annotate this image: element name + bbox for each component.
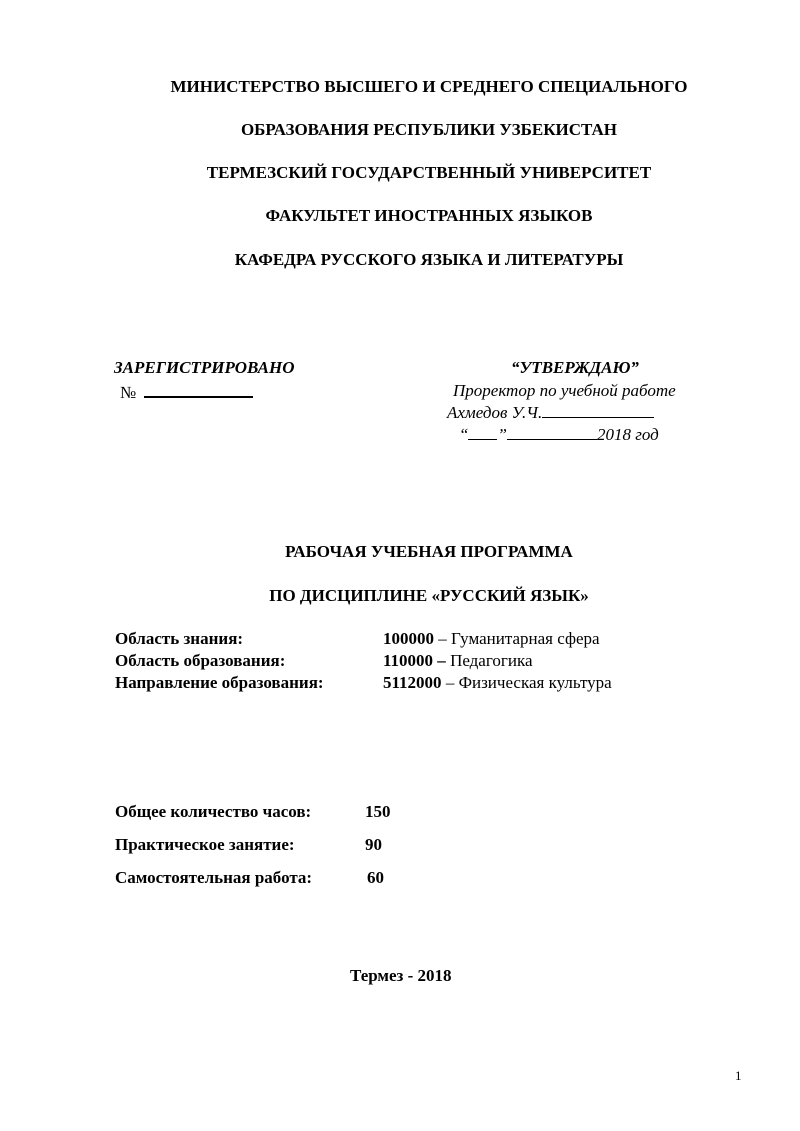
field-code: 110000 – (383, 651, 446, 670)
approve-title: “УТВЕРЖДАЮ” (511, 358, 639, 377)
field-code: 100000 (383, 629, 434, 648)
field-code: 5112000 (383, 673, 442, 692)
field-separator: – (434, 629, 451, 648)
header-faculty: ФАКУЛЬТЕТ ИНОСТРАННЫХ ЯЗЫКОВ (265, 206, 593, 225)
field-row-direction (115, 673, 324, 693)
header-ministry-line2: ОБРАЗОВАНИЯ РЕСПУБЛИКИ УЗБЕКИСТАН (240, 120, 618, 139)
approve-name: Ахмедов У.Ч. (447, 403, 543, 422)
date-year: 2018 год (596, 425, 659, 444)
field-value-direction (383, 673, 612, 693)
field-label: Направление образования: (115, 673, 324, 692)
field-value-knowledge (383, 629, 600, 649)
date-open-quote: “ (459, 425, 469, 444)
field-value-education (383, 651, 533, 671)
number-blank-line (144, 382, 253, 398)
day-blank-line (468, 427, 497, 440)
hours-total-value: 150 (365, 802, 391, 821)
hours-practical-label: Практическое занятие: (115, 835, 295, 854)
program-discipline: ПО ДИСЦИПЛИНЕ «РУССКИЙ ЯЗЫК» (269, 586, 589, 605)
page-number: 1 (735, 1068, 742, 1083)
month-blank-line (507, 427, 597, 440)
hours-independent-label: Самостоятельная работа: (115, 868, 313, 887)
city-year: Термез - 2018 (350, 966, 452, 985)
field-row-education (115, 651, 285, 671)
hours-practical-value: 90 (365, 835, 382, 854)
field-value: Гуманитарная сфера (451, 629, 600, 648)
field-value: Педагогика (450, 651, 533, 670)
approve-signature-line (447, 403, 654, 423)
date-close-quote: ” (497, 425, 507, 444)
field-value: Физическая культура (458, 673, 612, 692)
registered-number (120, 382, 253, 403)
header-ministry-line1: МИНИСТЕРСТВО ВЫСШЕГО И СРЕДНЕГО СПЕЦИАЛЬНОГО (170, 77, 688, 96)
header-university: ТЕРМЕЗСКИЙ ГОСУДАРСТВЕННЫЙ УНИВЕРСИТЕТ (206, 163, 652, 182)
hours-independent-value: 60 (367, 868, 384, 887)
approve-date-line (459, 425, 659, 445)
registered-title: ЗАРЕГИСТРИРОВАНО (114, 358, 295, 377)
program-title: РАБОЧАЯ УЧЕБНАЯ ПРОГРАММА (285, 542, 573, 561)
field-separator: – (441, 673, 459, 692)
header-department: КАФЕДРА РУССКОГО ЯЗЫКА И ЛИТЕРАТУРЫ (234, 250, 624, 269)
field-label: Область знания: (115, 629, 244, 648)
signature-blank-line (542, 405, 654, 418)
hours-total-label: Общее количество часов: (115, 802, 312, 821)
field-label: Область образования: (115, 651, 286, 670)
approve-position: Проректор по учебной работе (453, 381, 676, 400)
field-row-knowledge (115, 629, 243, 649)
number-sign: № (120, 383, 137, 402)
